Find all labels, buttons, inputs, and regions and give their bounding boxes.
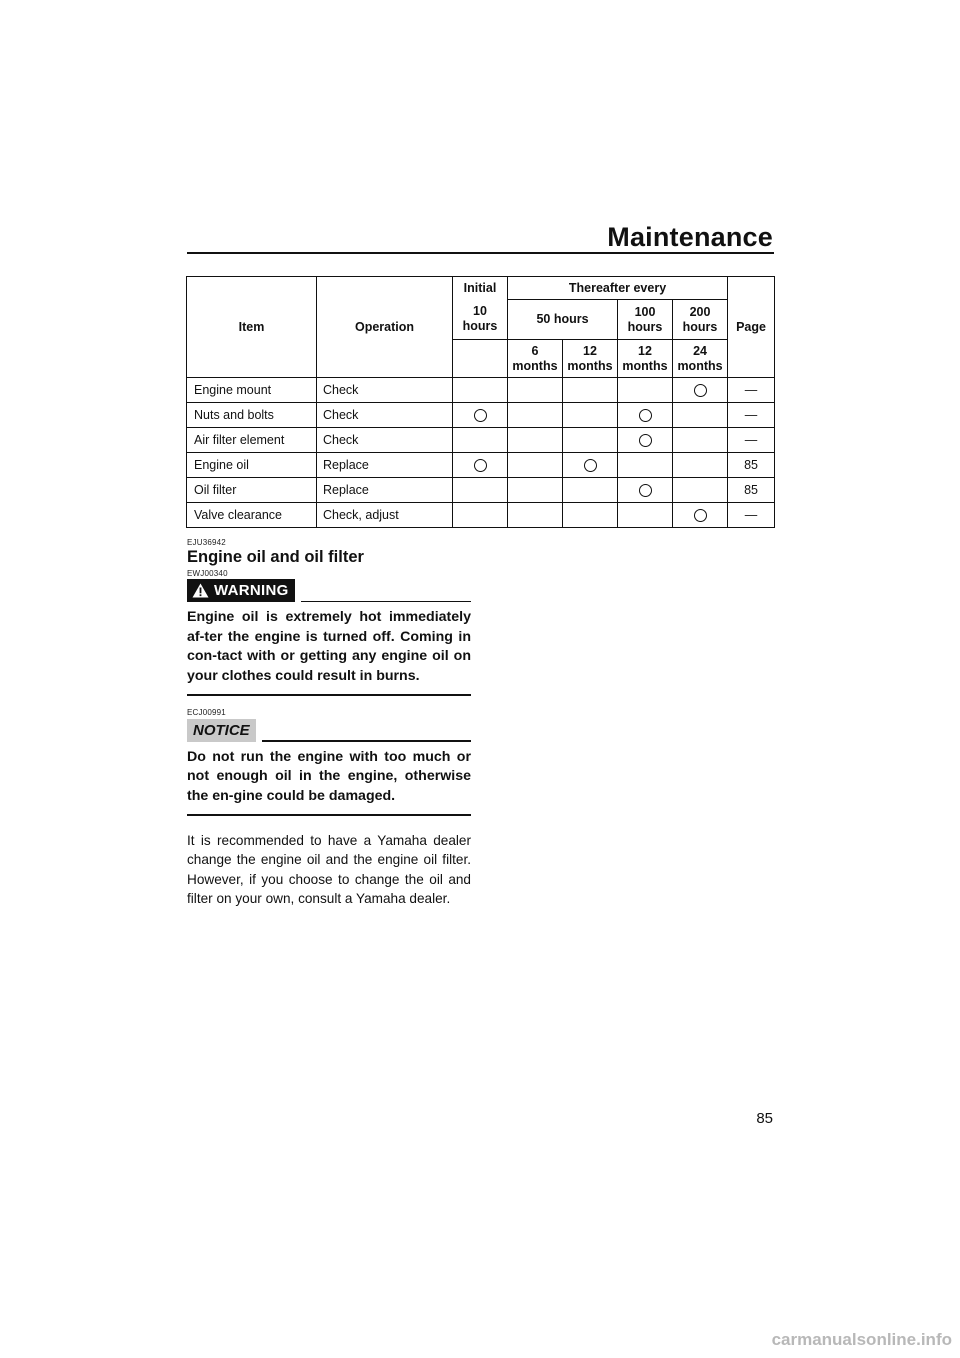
section-title: Engine oil and oil filter: [187, 548, 364, 566]
interval-cell: [563, 478, 618, 503]
interval-cell: [563, 378, 618, 403]
notice-rule: [262, 740, 471, 742]
row-item: Engine oil: [187, 453, 317, 478]
header-rule: [187, 252, 774, 254]
interval-cell: [618, 453, 673, 478]
notice-badge: NOTICE: [187, 719, 256, 742]
header-page: Page: [728, 277, 775, 378]
row-page: 85: [728, 453, 775, 478]
interval-cell: [453, 403, 508, 428]
notice-end-rule: [187, 814, 471, 816]
interval-cell: [453, 428, 508, 453]
row-item: Nuts and bolts: [187, 403, 317, 428]
interval-cell: [673, 428, 728, 453]
interval-cell: [673, 403, 728, 428]
interval-cell: [453, 503, 508, 528]
header-months-24: 24 months: [673, 340, 728, 378]
warning-badge: [187, 579, 295, 602]
warning-rule: [301, 601, 471, 603]
interval-cell: [508, 453, 563, 478]
interval-cell: [673, 478, 728, 503]
interval-cell: [618, 378, 673, 403]
warning-text: Engine oil is extremely hot immediately af-ter the engine is turned off. Coming in con-tact with or getting any engine oil on your clothes could result in burns.: [187, 609, 471, 684]
header-empty: [453, 340, 508, 378]
interval-cell: [453, 378, 508, 403]
interval-cell: [453, 453, 508, 478]
check-circle-icon: [639, 434, 652, 447]
header-thereafter: Thereafter every: [508, 277, 728, 300]
warning-label: WARNING: [214, 582, 289, 599]
interval-cell: [508, 503, 563, 528]
header-hours-100: 100 hours: [618, 300, 673, 340]
check-circle-icon: [474, 409, 487, 422]
table-row: [187, 428, 775, 453]
engine-oil-section: [187, 538, 471, 909]
row-page: —: [728, 378, 775, 403]
header-months-12: 12 months: [618, 340, 673, 378]
row-page: 85: [728, 478, 775, 503]
interval-cell: [508, 378, 563, 403]
check-circle-icon: [639, 484, 652, 497]
check-circle-icon: [474, 459, 487, 472]
interval-cell: [673, 503, 728, 528]
interval-cell: [563, 403, 618, 428]
interval-cell: [563, 428, 618, 453]
notice-header: [187, 719, 471, 742]
warning-code: EWJ00340: [187, 569, 228, 578]
header-hours-initial: 10 hours: [453, 300, 508, 340]
page-number: 85: [756, 1110, 773, 1127]
check-circle-icon: [584, 459, 597, 472]
table-row: [187, 453, 775, 478]
warning-end-rule: [187, 694, 471, 696]
interval-cell: [618, 503, 673, 528]
check-circle-icon: [694, 509, 707, 522]
header-hours-50: 50 hours: [508, 300, 618, 340]
warning-header: [187, 579, 471, 602]
interval-cell: [563, 503, 618, 528]
row-page: —: [728, 503, 775, 528]
body-paragraph: It is recommended to have a Yamaha dealer change the engine oil and the engine oil filter. However, if you choose to change the oil and filter on your own, consult a Yamaha dealer.: [187, 832, 471, 906]
check-circle-icon: [639, 409, 652, 422]
header-initial: Initial: [453, 277, 508, 300]
interval-cell: [508, 403, 563, 428]
row-operation: Check: [317, 428, 453, 453]
interval-cell: [453, 478, 508, 503]
table-row: [187, 403, 775, 428]
row-item: Engine mount: [187, 378, 317, 403]
interval-cell: [673, 378, 728, 403]
notice-text: Do not run the engine with too much or not enough oil in the engine, otherwise the en-gine could be damaged.: [187, 748, 471, 804]
header-months-12: 12 months: [563, 340, 618, 378]
section-code: EJU36942: [187, 538, 226, 547]
row-page: —: [728, 428, 775, 453]
row-operation: Check, adjust: [317, 503, 453, 528]
page-title: Maintenance: [607, 222, 773, 252]
watermark: carmanualsonline.info: [771, 1330, 952, 1349]
row-item: Oil filter: [187, 478, 317, 503]
header-item: Item: [187, 277, 317, 378]
interval-cell: [563, 453, 618, 478]
interval-cell: [618, 403, 673, 428]
header-hours-200: 200 hours: [673, 300, 728, 340]
header-operation: Operation: [317, 277, 453, 378]
row-item: Air filter element: [187, 428, 317, 453]
warning-triangle-icon: [192, 583, 209, 598]
table-row: [187, 478, 775, 503]
row-operation: Check: [317, 403, 453, 428]
interval-cell: [618, 428, 673, 453]
row-item: Valve clearance: [187, 503, 317, 528]
row-page: —: [728, 403, 775, 428]
row-operation: Check: [317, 378, 453, 403]
interval-cell: [508, 478, 563, 503]
row-operation: Replace: [317, 453, 453, 478]
table-row: [187, 378, 775, 403]
header-months-6: 6 months: [508, 340, 563, 378]
interval-cell: [508, 428, 563, 453]
row-operation: Replace: [317, 478, 453, 503]
maintenance-schedule-table: [186, 276, 775, 528]
interval-cell: [618, 478, 673, 503]
table-row: [187, 503, 775, 528]
check-circle-icon: [694, 384, 707, 397]
interval-cell: [673, 453, 728, 478]
notice-code: ECJ00991: [187, 707, 226, 717]
